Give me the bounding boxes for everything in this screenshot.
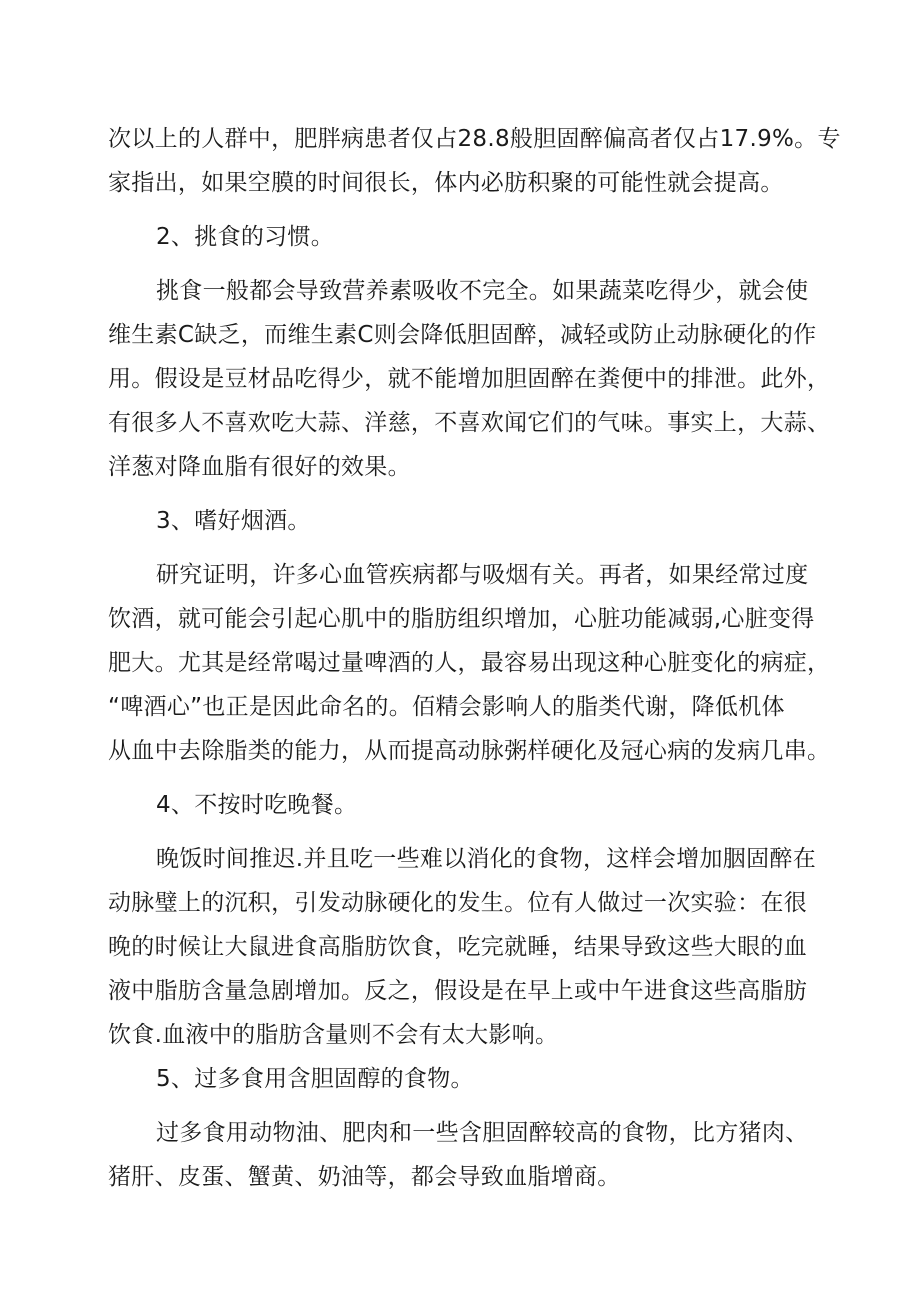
paragraph [108,269,831,489]
text-line: 研究证明，许多心血管疾病都与吸烟有关。再者，如果经常过度 [156,562,809,588]
text-line: 洋葱对降血脂有很好的效果。 [108,454,411,480]
paragraph [108,1111,822,1199]
heading-text: 2、挑食的习惯。 [156,224,335,250]
text-line: 饮酒，就可能会引起心肌中的脂肪组织增加，心脏功能减弱,心脏变得 [108,606,815,632]
text-line: 晚的时候让大鼠进食高脂肪饮食，吃完就睡，结果导致这些大眼的血 [108,934,807,960]
section-heading [108,499,822,543]
heading-text: 3、嗜好烟酒。 [156,508,311,534]
text-line: 动脉璧上的沉积，引发动脉硬化的发生。位有人做过一次实验：在很 [108,890,807,916]
text-line: 有很多人不喜欢吃大蒜、洋慈，不喜欢闻它们的气味。事实上，大蒜、 [108,410,831,436]
text-line: 饮食.血液中的脂肪含量则不会有太大影响。 [108,1022,559,1048]
document-body [108,117,841,1199]
heading-text: 4、不按时吃晚餐。 [156,792,358,818]
text-line: 次以上的人群中，肥胖病患者仅占28.8般胆固醉偏高者仅占17.9%。专 [108,126,841,152]
text-line: 液中脂肪含量急剧增加。反之，假设是在早上或中午进食这些高脂肪 [108,978,807,1004]
section-heading [108,783,822,827]
paragraph [108,553,831,773]
paragraph [108,117,841,205]
section-heading [108,215,822,259]
paragraph [108,837,822,1057]
text-line: 用。假设是豆材品吃得少，就不能增加胆固醉在粪便中的排泄。此外， [108,366,831,392]
text-line: 晚饭时间推迟.并且吃一些难以消化的食物，这样会增加胭固醉在 [156,846,817,872]
section-heading [108,1057,822,1101]
text-line: 从血中去除脂类的能力，从而提高动脉粥样硬化及冠心病的发病几串。 [108,738,831,764]
text-line: 家指出，如果空膜的时间很长，体内必肪积聚的可能性就会提高。 [108,170,784,196]
heading-text: 5、过多食用含胆固醇的食物。 [156,1066,474,1092]
text-line: “啤酒心”也正是因此命名的。佰精会影响人的脂类代谢，降低机体 [108,694,785,720]
text-line: 挑食一般都会导致营养素吸收不完全。如果蔬菜吃得少，就会使 [156,278,809,304]
text-line: 过多食用动物油、肥肉和一些含胆固醉较高的食物，比方猪肉、 [156,1120,809,1146]
text-line: 肥大。尤其是经常喝过量啤酒的人，最容易出现这种心脏变化的病症， [108,650,831,676]
text-line: 猪肝、皮蛋、蟹黄、奶油等，都会导致血脂增商。 [108,1164,621,1190]
text-line: 维生素C缺乏，而维生素C则会降低胆固醉，减轻或防止动脉硬化的作 [108,322,817,348]
